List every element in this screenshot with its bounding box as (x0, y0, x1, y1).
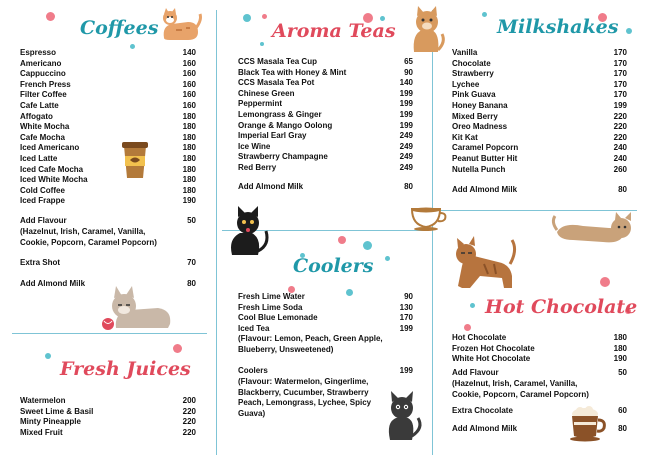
column-divider-right (432, 10, 433, 455)
decor-dot (363, 241, 372, 250)
decor-dot (260, 42, 264, 46)
menu-item-price: 170 (613, 90, 627, 100)
decor-dot (243, 14, 251, 22)
coffees-extra-shot (20, 258, 196, 269)
menu-item-name: Espresso (20, 48, 57, 57)
menu-item-name: Cafe Mocha (20, 132, 65, 142)
menu-item (20, 407, 196, 418)
cat-icon (96, 284, 176, 332)
decor-dot (464, 324, 471, 331)
menu-item-name: Lychee (452, 79, 480, 89)
menu-item (452, 90, 627, 101)
add-flavour-price: 50 (618, 368, 627, 377)
menu-item (20, 428, 196, 439)
extra-chocolate-price: 60 (618, 406, 627, 415)
decor-dot (262, 14, 267, 19)
add-flavour-price: 50 (187, 216, 196, 225)
coffees-flavour-options: (Hazelnut, Irish, Caramel, Vanilla, Cookie, Popcorn, Caramel Popcorn) (20, 227, 157, 247)
menu-item-price: 240 (613, 143, 627, 153)
menu-item-price: 199 (613, 100, 627, 110)
milkshakes-list (452, 48, 627, 175)
coffees-list (20, 48, 196, 207)
cat-icon (158, 8, 202, 44)
hot-chocolate-title: Hot Chocolate (485, 296, 638, 318)
almond-milk-label: Add Almond Milk (20, 279, 86, 288)
menu-item-name: Hot Chocolate (452, 333, 507, 342)
menu-item-name: Chinese Green (238, 88, 295, 98)
menu-item-price: 180 (613, 333, 627, 342)
menu-item-name: Black Tea with Honey & Mint (238, 67, 347, 77)
cat-icon (553, 212, 635, 248)
decor-dot (338, 236, 346, 244)
menu-item-price: 220 (613, 111, 627, 121)
menu-item (238, 142, 413, 153)
menu-item-name: Americano (20, 58, 62, 68)
milkshakes-title: Milkshakes (497, 16, 619, 38)
menu-item (452, 69, 627, 80)
menu-item (20, 112, 196, 123)
menu-item (20, 90, 196, 101)
menu-item (238, 303, 413, 314)
cat-icon (406, 6, 446, 54)
menu-item (452, 344, 627, 355)
column-divider-left (216, 10, 217, 455)
coolers-item-label: Coolers (238, 366, 268, 375)
menu-item (20, 196, 196, 207)
extra-shot-price: 70 (187, 258, 196, 267)
menu-item (20, 133, 196, 144)
menu-item (20, 396, 196, 407)
menu-item-price: 240 (613, 153, 627, 163)
menu-item-price: 220 (613, 132, 627, 142)
menu-item-price: 180 (182, 132, 196, 142)
menu-item-name: Oreo Madness (452, 122, 508, 132)
menu-item-name: Peanut Butter Hit (452, 153, 518, 163)
menu-item (20, 69, 196, 80)
menu-item-price: 170 (399, 313, 413, 323)
menu-item-price: 140 (182, 48, 196, 57)
menu-item (20, 59, 196, 70)
menu-item-name: Affogato (20, 111, 53, 121)
menu-item (238, 313, 413, 324)
almond-milk-price: 80 (618, 424, 627, 433)
menu-item-price: 220 (182, 417, 196, 427)
menu-item-price: 180 (182, 122, 196, 132)
menu-item-price: 180 (613, 343, 627, 353)
menu-item (20, 186, 196, 197)
menu-item-price: 170 (613, 58, 627, 68)
menu-item-name: Kit Kat (452, 132, 478, 142)
menu-item-price: 199 (399, 120, 413, 130)
menu-item-name: Cold Coffee (20, 185, 65, 195)
coolers-list (238, 292, 413, 334)
menu-item-name: Fresh Lime Water (238, 292, 305, 301)
menu-item (238, 110, 413, 121)
aroma-teas-list (238, 57, 413, 174)
menu-item-name: Frozen Hot Chocolate (452, 343, 535, 353)
menu-item (452, 112, 627, 123)
menu-item-name: Iced White Mocha (20, 175, 88, 185)
menu-item-price: 170 (613, 69, 627, 79)
menu-item-price: 190 (182, 196, 196, 206)
menu-item-price: 180 (182, 111, 196, 121)
menu-item-name: Vanilla (452, 48, 478, 57)
menu-item-name: CCS Masala Tea Cup (238, 57, 317, 66)
menu-item-name: Cafe Latte (20, 100, 59, 110)
menu-item-price: 249 (399, 131, 413, 141)
menu-item-price: 249 (399, 141, 413, 151)
almond-milk-price: 80 (404, 182, 413, 191)
decor-dot (626, 28, 632, 34)
tea-cup-icon (410, 205, 448, 231)
menu-item (238, 131, 413, 142)
menu-item-price: 220 (182, 406, 196, 416)
menu-item (238, 89, 413, 100)
menu-item-name: Orange & Mango Oolong (238, 120, 333, 130)
menu-item (452, 143, 627, 154)
cat-icon (380, 388, 424, 442)
menu-item (452, 354, 627, 365)
menu-item-price: 220 (613, 122, 627, 132)
menu-item (20, 175, 196, 186)
menu-item-price: 160 (182, 100, 196, 110)
menu-item-price: 200 (182, 396, 196, 405)
menu-item (238, 152, 413, 163)
almond-milk-label: Add Almond Milk (452, 185, 518, 194)
menu-item-price: 249 (399, 162, 413, 172)
extra-chocolate-label: Extra Chocolate (452, 406, 513, 415)
hot-chocolate-flavour-options: (Hazelnut, Irish, Caramel, Vanilla, Cookie, Popcorn, Caramel Popcorn) (452, 379, 589, 399)
menu-item (20, 48, 196, 59)
menu-item-name: Iced Americano (20, 143, 80, 153)
decor-dot (482, 12, 487, 17)
coffee-cup-icon (120, 140, 150, 180)
menu-item-name: Pink Guava (452, 90, 496, 100)
decor-dot (45, 353, 51, 359)
fresh-juices-title: Fresh Juices (60, 358, 191, 380)
add-flavour-label: Add Flavour (20, 216, 67, 225)
menu-item-price: 220 (182, 427, 196, 437)
menu-item-price: 65 (404, 57, 413, 66)
menu-item (238, 292, 413, 303)
menu-item-price: 260 (613, 164, 627, 174)
menu-item-name: Filter Coffee (20, 90, 67, 100)
menu-item (452, 80, 627, 91)
decor-dot (600, 277, 610, 287)
menu-item-price: 190 (613, 354, 627, 364)
menu-item-price: 140 (399, 78, 413, 88)
menu-item-name: Caramel Popcorn (452, 143, 519, 153)
coolers-flavour: (Flavour: Watermelon, Gingerlime, Blackberry, Cucumber, Strawberry Peach, Lemongrass, Lychee, Spicy Guava) (238, 377, 372, 418)
menu-item (238, 68, 413, 79)
aroma-teas-almond-milk (238, 182, 413, 193)
menu-item-price: 170 (613, 48, 627, 57)
add-flavour-label: Add Flavour (452, 368, 499, 377)
menu-item (238, 324, 413, 335)
almond-milk-price: 80 (618, 185, 627, 194)
coffees-title: Coffees (80, 17, 159, 39)
menu-item (238, 163, 413, 174)
menu-item-price: 180 (182, 175, 196, 185)
hot-chocolate-cup-icon (568, 404, 608, 442)
menu-item-name: Mixed Berry (452, 111, 498, 121)
cat-icon (454, 232, 518, 290)
menu-item (20, 101, 196, 112)
coolers-title: Coolers (293, 255, 374, 277)
almond-milk-label: Add Almond Milk (238, 182, 304, 191)
cat-icon (226, 205, 272, 257)
hot-chocolate-list (452, 333, 627, 365)
menu-item (20, 80, 196, 91)
menu-item (20, 143, 196, 154)
menu-item-name: Imperial Earl Gray (238, 131, 307, 141)
menu-item-name: Watermelon (20, 396, 66, 405)
coolers-item-price: 199 (399, 366, 413, 375)
menu-item-name: Iced Cafe Mocha (20, 164, 84, 174)
almond-milk-label: Add Almond Milk (452, 424, 518, 433)
coffees-add-flavour (20, 216, 196, 227)
menu-item-name: CCS Masala Tea Pot (238, 78, 315, 88)
menu-item-name: Iced Tea (238, 323, 270, 333)
menu-item-name: Strawberry Champagne (238, 152, 328, 162)
menu-item-name: Iced Frappe (20, 196, 65, 206)
menu-item-name: White Hot Chocolate (452, 354, 531, 364)
menu-item (20, 417, 196, 428)
menu-item-price: 249 (399, 152, 413, 162)
menu-item-price: 160 (182, 79, 196, 89)
menu-item (452, 122, 627, 133)
menu-item-price: 130 (399, 302, 413, 312)
fresh-juices-list (20, 396, 196, 438)
iced-tea-flavour: (Flavour: Lemon, Peach, Green Apple, Blueberry, Unsweetened) (238, 334, 383, 354)
menu-item-name: Fresh Lime Soda (238, 302, 303, 312)
menu-item-name: White Mocha (20, 122, 70, 132)
menu-item-name: Iced Latte (20, 153, 58, 163)
menu-item-price: 199 (399, 109, 413, 119)
menu-item-name: Mixed Fruit (20, 427, 63, 437)
section-divider-milkshakes (437, 210, 637, 211)
menu-item-price: 90 (404, 67, 413, 77)
menu-item (238, 78, 413, 89)
extra-shot-label: Extra Shot (20, 258, 61, 267)
menu-item-price: 160 (182, 69, 196, 79)
menu-item-name: Sweet Lime & Basil (20, 406, 94, 416)
menu-item (20, 122, 196, 133)
decor-dot (470, 303, 475, 308)
menu-item-name: French Press (20, 79, 71, 89)
milkshakes-almond-milk (452, 185, 627, 196)
menu-item (452, 48, 627, 59)
menu-item-name: Minty Pineapple (20, 417, 81, 427)
menu-item-name: Cool Blue Lemonade (238, 313, 318, 323)
menu-item (452, 333, 627, 344)
coolers-item (238, 366, 413, 377)
menu-item-price: 180 (182, 164, 196, 174)
menu-item-price: 180 (182, 153, 196, 163)
decor-dot (385, 256, 390, 261)
menu-item-name: Cappuccino (20, 69, 66, 79)
menu-item (452, 154, 627, 165)
menu-item-name: Peppermint (238, 99, 283, 109)
menu-item-price: 90 (404, 292, 413, 301)
menu-item-price: 160 (182, 90, 196, 100)
almond-milk-price: 80 (187, 279, 196, 288)
menu-item-price: 170 (613, 79, 627, 89)
section-divider-coffees (12, 333, 207, 334)
menu-item (20, 165, 196, 176)
menu-item-price: 199 (399, 323, 413, 333)
menu-item (238, 121, 413, 132)
menu-item-price: 180 (182, 143, 196, 153)
menu-item (452, 133, 627, 144)
menu-item (20, 154, 196, 165)
menu-item-price: 160 (182, 58, 196, 68)
menu-item-price: 199 (399, 88, 413, 98)
hot-chocolate-add-flavour (452, 368, 627, 379)
menu-item-name: Nutella Punch (452, 164, 506, 174)
menu-item-name: Honey Banana (452, 100, 508, 110)
menu-item-name: Ice Wine (238, 141, 271, 151)
menu-item-name: Strawberry (452, 69, 494, 79)
menu-item-name: Lemongrass & Ginger (238, 109, 322, 119)
menu-item (452, 59, 627, 70)
menu-item-name: Chocolate (452, 58, 491, 68)
menu-item (452, 165, 627, 176)
decor-dot (46, 12, 55, 21)
menu-item-name: Red Berry (238, 162, 277, 172)
menu-item (238, 57, 413, 68)
decor-dot (173, 344, 182, 353)
aroma-teas-title: Aroma Teas (272, 20, 396, 42)
menu-item (238, 99, 413, 110)
menu-item-price: 199 (399, 99, 413, 109)
menu-item-price: 180 (182, 185, 196, 195)
menu-item (452, 101, 627, 112)
